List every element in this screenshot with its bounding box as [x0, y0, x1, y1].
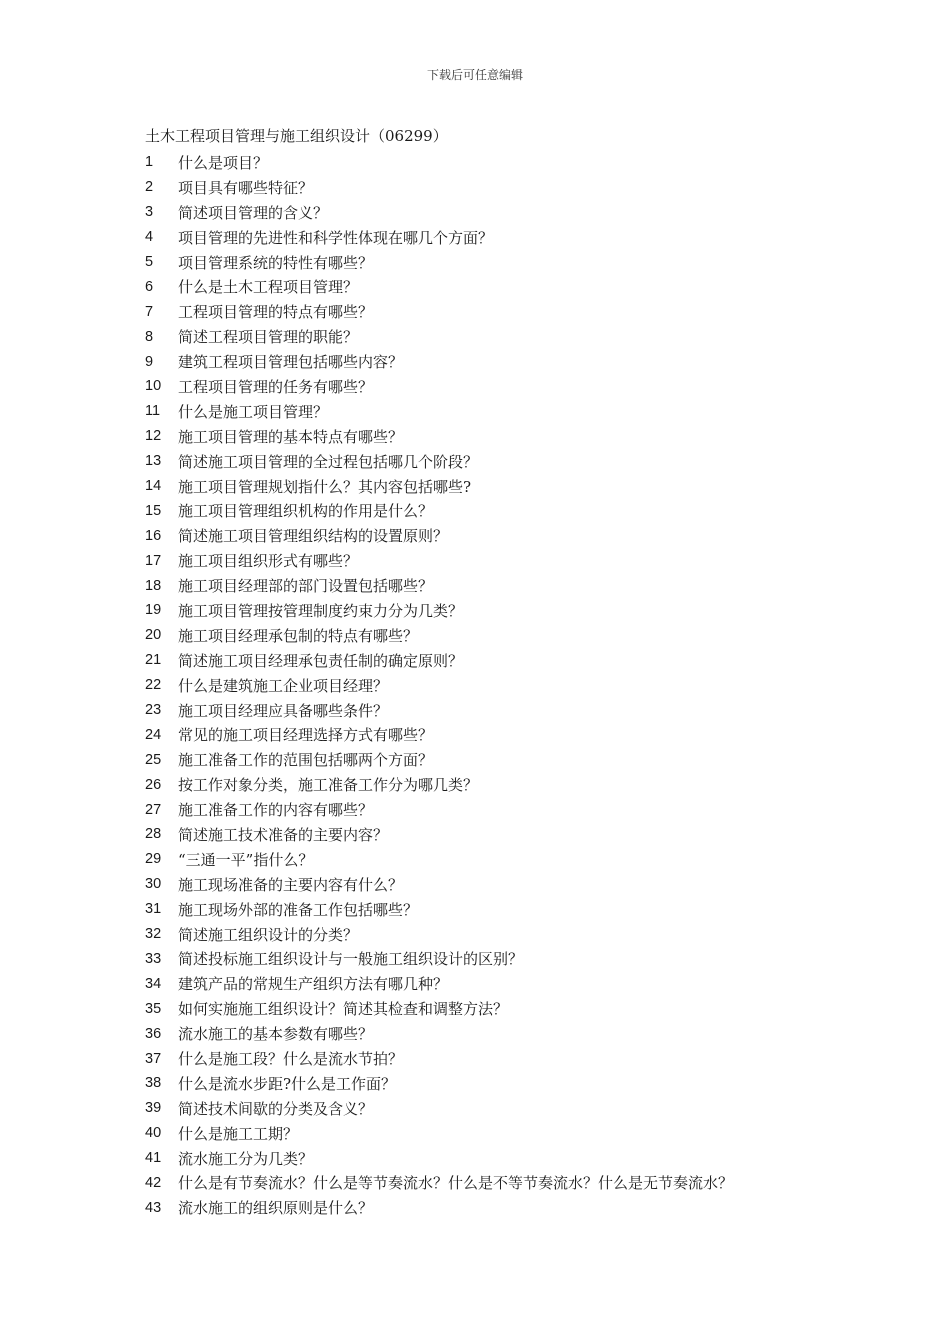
question-text: 工程项目管理的任务有哪些？ — [178, 377, 374, 396]
question-text: 施工准备工作的范围包括哪两个方面？ — [178, 751, 434, 770]
question-text: 如何实施施工组织设计？简述其检查和调整方法？ — [178, 1000, 509, 1019]
question-number: 39 — [145, 1100, 162, 1117]
question-number: 7 — [145, 303, 154, 320]
question-text: 施工项目管理规划指什么？其内容包括哪些? — [178, 477, 472, 496]
question-number: 28 — [145, 826, 162, 843]
question-item — [145, 947, 733, 972]
question-item — [145, 250, 733, 275]
question-number: 40 — [145, 1125, 162, 1142]
question-number: 5 — [145, 254, 154, 270]
question-item — [145, 474, 733, 499]
question-item — [145, 722, 733, 747]
question-text: “三通一平”指什么？ — [178, 850, 314, 869]
question-item — [145, 1046, 733, 1071]
question-item — [145, 449, 733, 474]
question-text: 简述技术间歇的分类及含义？ — [178, 1099, 374, 1118]
question-item — [145, 698, 733, 723]
question-item — [145, 523, 733, 548]
question-text: 施工现场准备的主要内容有什么？ — [178, 875, 404, 894]
question-number: 22 — [145, 677, 162, 694]
question-item — [145, 498, 733, 523]
question-text: 工程项目管理的特点有哪些？ — [178, 303, 374, 322]
question-number: 6 — [145, 278, 154, 295]
question-text: 施工项目管理的基本特点有哪些？ — [178, 427, 404, 446]
question-text: 什么是项目？ — [178, 153, 269, 172]
question-text: 项目具有哪些特征？ — [178, 178, 314, 197]
question-number: 37 — [145, 1050, 162, 1067]
question-text: 简述施工组织设计的分类？ — [178, 925, 359, 944]
question-text: 流水施工的基本参数有哪些？ — [178, 1025, 374, 1044]
document-title: 土木工程项目管理与施工组织设计（06299） — [145, 127, 448, 145]
question-item — [145, 175, 733, 200]
question-number: 13 — [145, 453, 162, 470]
question-item — [145, 374, 733, 399]
question-item — [145, 399, 733, 424]
question-text: 什么是有节奏流水？什么是等节奏流水？什么是不等节奏流水？什么是无节奏流水？ — [178, 1174, 734, 1193]
question-number: 34 — [145, 975, 162, 992]
question-number: 16 — [145, 527, 162, 544]
question-number: 38 — [145, 1075, 162, 1092]
question-item — [145, 1096, 733, 1121]
question-text: 按工作对象分类，施工准备工作分为哪几类？ — [178, 776, 479, 795]
question-number: 11 — [145, 403, 161, 420]
question-item — [145, 747, 733, 772]
question-number: 9 — [145, 353, 154, 370]
question-text: 施工准备工作的内容有哪些？ — [178, 801, 374, 820]
question-text: 流水施工的组织原则是什么？ — [178, 1199, 374, 1218]
question-item — [145, 225, 733, 250]
question-item — [145, 1195, 733, 1220]
question-item — [145, 548, 733, 573]
question-number: 35 — [145, 1000, 162, 1017]
question-number: 1 — [145, 154, 154, 171]
question-text: 流水施工分为几类？ — [178, 1149, 314, 1168]
question-number: 41 — [145, 1150, 162, 1167]
page-header-note: 下载后可任意编辑 — [426, 68, 523, 82]
question-number: 36 — [145, 1025, 162, 1042]
question-number: 12 — [145, 428, 162, 445]
question-number: 19 — [145, 602, 162, 619]
question-item — [145, 1071, 733, 1096]
question-text: 简述工程项目管理的职能？ — [178, 328, 359, 347]
question-item — [145, 872, 733, 897]
question-number: 14 — [145, 478, 162, 495]
question-number: 27 — [145, 801, 162, 818]
question-number: 17 — [145, 552, 162, 569]
question-text: 什么是施工工期？ — [178, 1124, 299, 1143]
question-list — [145, 150, 733, 1220]
question-text: 项目管理的先进性和科学性体现在哪几个方面？ — [178, 228, 494, 247]
question-text: 施工现场外部的准备工作包括哪些？ — [178, 900, 419, 919]
question-number: 30 — [145, 876, 162, 893]
question-number: 20 — [145, 627, 162, 644]
question-number: 31 — [145, 901, 162, 918]
question-item — [145, 299, 733, 324]
question-number: 15 — [145, 502, 162, 519]
question-item — [145, 996, 733, 1021]
question-number: 3 — [145, 204, 154, 221]
question-item — [145, 822, 733, 847]
question-number: 25 — [145, 751, 162, 768]
question-text: 什么是施工项目管理？ — [178, 402, 329, 421]
question-number: 29 — [145, 851, 162, 868]
question-item — [145, 1171, 733, 1196]
question-item — [145, 648, 733, 673]
question-number: 26 — [145, 776, 162, 793]
question-item — [145, 150, 733, 175]
question-number: 23 — [145, 702, 162, 719]
question-number: 24 — [145, 726, 162, 743]
question-text: 简述施工项目经理承包责任制的确定原则？ — [178, 651, 464, 670]
question-text: 什么是流水步距?什么是工作面？ — [178, 1074, 397, 1093]
question-number: 32 — [145, 926, 162, 943]
question-text: 简述项目管理的含义？ — [178, 203, 329, 222]
question-number: 21 — [145, 652, 162, 669]
question-text: 施工项目经理承包制的特点有哪些？ — [178, 626, 419, 645]
question-item — [145, 922, 733, 947]
question-text: 简述投标施工组织设计与一般施工组织设计的区别？ — [178, 950, 524, 969]
question-item — [145, 1021, 733, 1046]
question-item — [145, 274, 733, 299]
question-item — [145, 797, 733, 822]
question-text: 什么是施工段？什么是流水节拍？ — [178, 1050, 404, 1068]
question-text: 施工项目经理应具备哪些条件？ — [178, 701, 389, 720]
question-item — [145, 200, 733, 225]
question-text: 施工项目组织形式有哪些？ — [178, 552, 359, 571]
question-text: 简述施工技术准备的主要内容？ — [178, 825, 389, 844]
question-item — [145, 897, 733, 922]
question-text: 施工项目管理组织机构的作用是什么？ — [178, 502, 434, 521]
question-item — [145, 349, 733, 374]
question-item — [145, 573, 733, 598]
question-number: 2 — [145, 179, 154, 196]
question-item — [145, 971, 733, 996]
question-item — [145, 772, 733, 797]
question-number: 42 — [145, 1174, 162, 1191]
question-item — [145, 847, 733, 872]
question-text: 建筑工程项目管理包括哪些内容？ — [178, 353, 404, 372]
question-text: 什么是建筑施工企业项目经理？ — [178, 676, 389, 695]
question-text: 施工项目管理按管理制度约束力分为几类？ — [178, 601, 464, 620]
question-number: 18 — [145, 577, 162, 594]
question-item — [145, 1146, 733, 1171]
question-item — [145, 324, 733, 349]
question-item — [145, 1121, 733, 1146]
question-item — [145, 598, 733, 623]
question-text: 什么是土木工程项目管理？ — [178, 278, 359, 297]
question-text: 建筑产品的常规生产组织方法有哪几种？ — [178, 975, 449, 994]
question-text: 项目管理系统的特性有哪些？ — [178, 253, 374, 272]
question-number: 43 — [145, 1199, 162, 1216]
question-text: 简述施工项目管理的全过程包括哪几个阶段？ — [178, 452, 479, 471]
question-number: 10 — [145, 378, 162, 395]
question-number: 4 — [145, 229, 154, 246]
question-number: 33 — [145, 950, 162, 967]
question-text: 简述施工项目管理组织结构的设置原则？ — [178, 527, 449, 546]
question-item — [145, 424, 733, 449]
question-text: 常见的施工项目经理选择方式有哪些？ — [178, 726, 434, 745]
question-item — [145, 673, 733, 698]
question-number: 8 — [145, 328, 154, 345]
question-item — [145, 623, 733, 648]
question-text: 施工项目经理部的部门设置包括哪些？ — [178, 577, 434, 596]
